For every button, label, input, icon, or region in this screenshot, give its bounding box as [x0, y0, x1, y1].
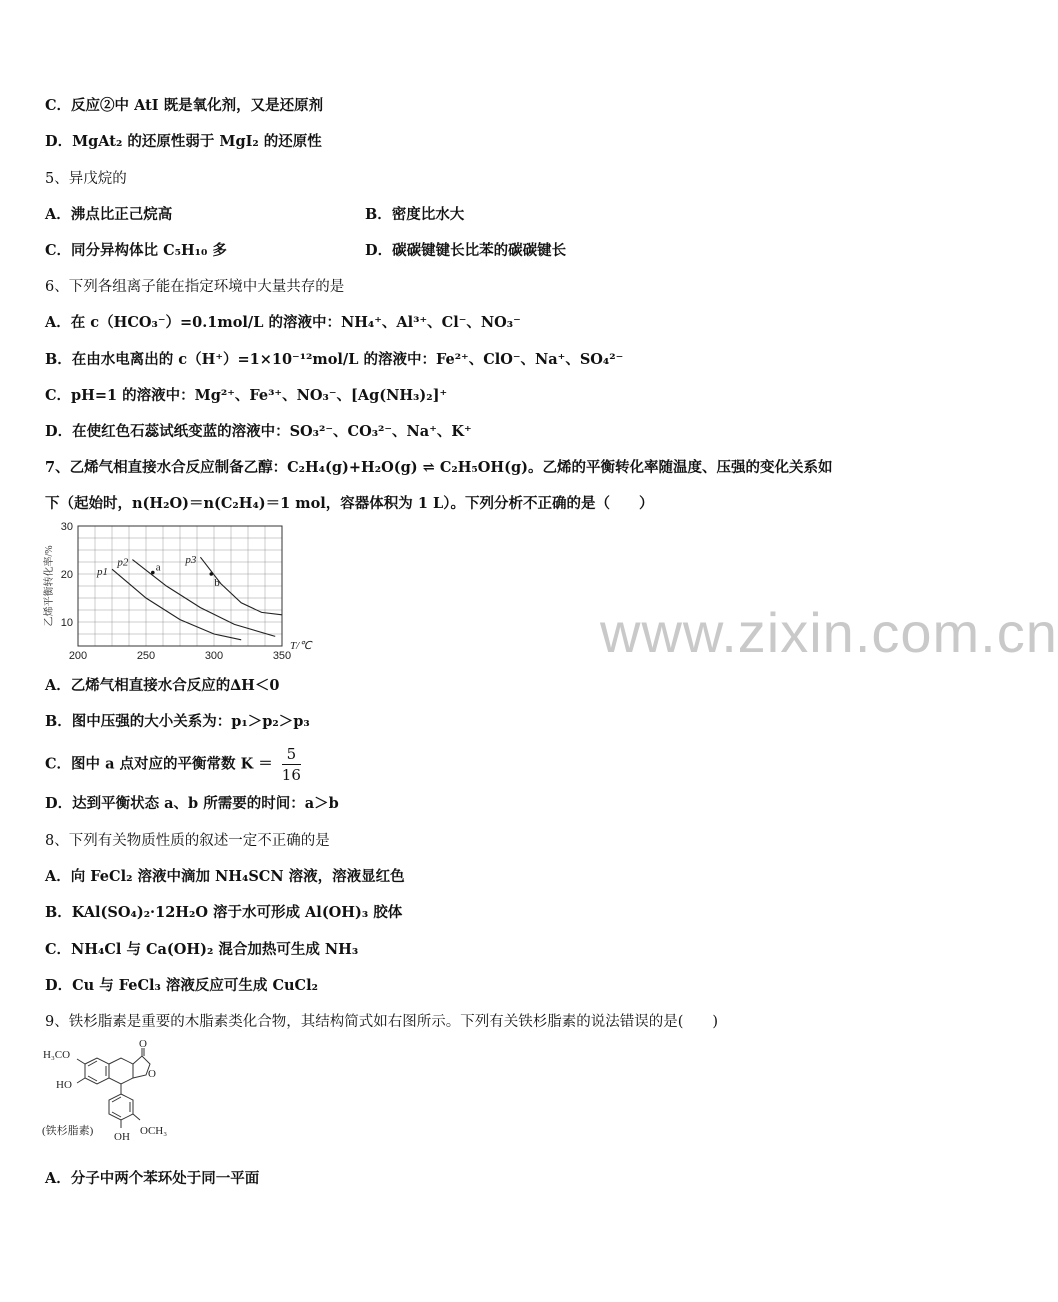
point-b — [209, 572, 213, 576]
point-a — [151, 571, 155, 575]
q8-option-c: C．NH₄Cl 与 Ca(OH)₂ 混合加热可生成 NH₃ — [45, 941, 359, 958]
q7-stem-line1: 7、乙烯气相直接水合反应制备乙醇：C₂H₄(g)+H₂O(g) ⇌ C₂H₅OH(g)。乙烯的平衡转化率随温度、压强的变化关系如 — [45, 459, 833, 476]
q7-stem-line2: 下（起始时，n(H₂O)＝n(C₂H₄)＝1 mol，容器体积为 1 L）。下列分析不正确的是（ ） — [45, 495, 654, 512]
x-tick-label: 250 — [136, 650, 156, 662]
mol-o-ring: O — [148, 1068, 156, 1080]
q6-option-c: C．pH=1 的溶液中：Mg²⁺、Fe³⁺、NO₃⁻、[Ag(NH₃)₂]⁺ — [45, 387, 448, 404]
y-tick-label: 30 — [60, 521, 73, 533]
q4-option-d: D．MgAt₂ 的还原性弱于 MgI₂ 的还原性 — [45, 133, 322, 150]
series-label-p1: p1 — [97, 566, 108, 579]
benzene-ring-left — [85, 1058, 109, 1084]
q5-option-c: C．同分异构体比 C₅H₁₀ 多 — [45, 242, 227, 259]
x-tick-label: 300 — [204, 650, 224, 662]
point-label-b: b — [214, 577, 220, 589]
q7-option-d: D．达到平衡状态 a、b 所需要的时间：a＞b — [45, 795, 339, 812]
watermark: www.zixin.com.cn — [600, 601, 1058, 664]
q5-option-b: B．密度比水大 — [365, 206, 465, 223]
y-tick-label: 10 — [60, 617, 73, 629]
x-tick-label: 200 — [68, 650, 88, 662]
q8-option-d: D．Cu 与 FeCl₃ 溶液反应可生成 CuCl₂ — [45, 977, 318, 994]
q4-option-c: C．反应②中 AtI 既是氧化剂，又是还原剂 — [45, 97, 324, 114]
q5-option-d: D．碳碳键键长比苯的碳碳键长 — [365, 242, 567, 259]
q6-option-b: B．在由水电离出的 c（H⁺）=1×10⁻¹²mol/L 的溶液中：Fe²⁺、ClO⁻、Na⁺、SO₄²⁻ — [45, 351, 624, 368]
mol-oh-bottom: OH — [114, 1131, 130, 1143]
conversion-chart — [40, 518, 340, 668]
point-label-a: a — [155, 561, 161, 574]
x-tick-label: 350 — [272, 650, 292, 662]
q7-option-c — [45, 744, 301, 785]
mol-o-carbonyl: O — [139, 1038, 147, 1050]
q6-option-a: A．在 c（HCO₃⁻）=0.1mol/L 的溶液中：NH₄⁺、Al³⁺、Cl⁻、NO₃⁻ — [45, 314, 521, 331]
molecule-structure — [40, 1038, 180, 1154]
series-label-p2: p2 — [117, 556, 129, 569]
q8-option-a: A．向 FeCl₂ 溶液中滴加 NH₄SCN 溶液，溶液显红色 — [45, 868, 405, 885]
fraction-numerator: 5 — [282, 744, 301, 765]
fraction-denominator: 16 — [281, 766, 301, 784]
q7-option-b: B．图中压强的大小关系为：p₁＞p₂＞p₃ — [45, 713, 310, 730]
y-axis-label: 乙烯平衡转化率/% — [44, 545, 55, 627]
q5-stem: 5、异戊烷的 — [45, 171, 127, 187]
mol-ho-top: HO — [56, 1079, 72, 1091]
x-axis-label: T/℃ — [290, 640, 312, 652]
q7-option-a: A．乙烯气相直接水合反应的∆H＜0 — [45, 677, 280, 694]
q9-option-a: A．分子中两个苯环处于同一平面 — [45, 1170, 260, 1187]
q5-option-a: A．沸点比正己烷高 — [45, 206, 173, 223]
mol-och3: OCH₃ — [140, 1125, 168, 1137]
q6-stem: 6、下列各组离子能在指定环境中大量共存的是 — [45, 279, 345, 295]
q9-stem: 9、铁杉脂素是重要的木脂素类化合物，其结构简式如右图所示。下列有关铁杉脂素的说法错误的是( ) — [45, 1014, 719, 1030]
mol-h3co: H₃CO — [43, 1049, 71, 1061]
series-label-p3: p3 — [185, 554, 197, 567]
series-line-p1 — [112, 569, 241, 640]
benzene-ring-lower — [109, 1094, 133, 1120]
q7-option-c-text: C．图中 a 点对应的平衡常数 K ＝ — [45, 755, 273, 773]
cyclohexane-ring — [109, 1058, 133, 1084]
fraction — [282, 744, 301, 785]
q8-option-b: B．KAl(SO₄)₂·12H₂O 溶于水可形成 Al(OH)₃ 胶体 — [45, 904, 403, 921]
y-tick-label: 20 — [60, 569, 73, 581]
mol-label: (铁杉脂素) — [42, 1125, 94, 1137]
q8-stem: 8、下列有关物质性质的叙述一定不正确的是 — [45, 833, 330, 849]
q6-option-d: D．在使红色石蕊试纸变蓝的溶液中：SO₃²⁻、CO₃²⁻、Na⁺、K⁺ — [45, 423, 472, 440]
